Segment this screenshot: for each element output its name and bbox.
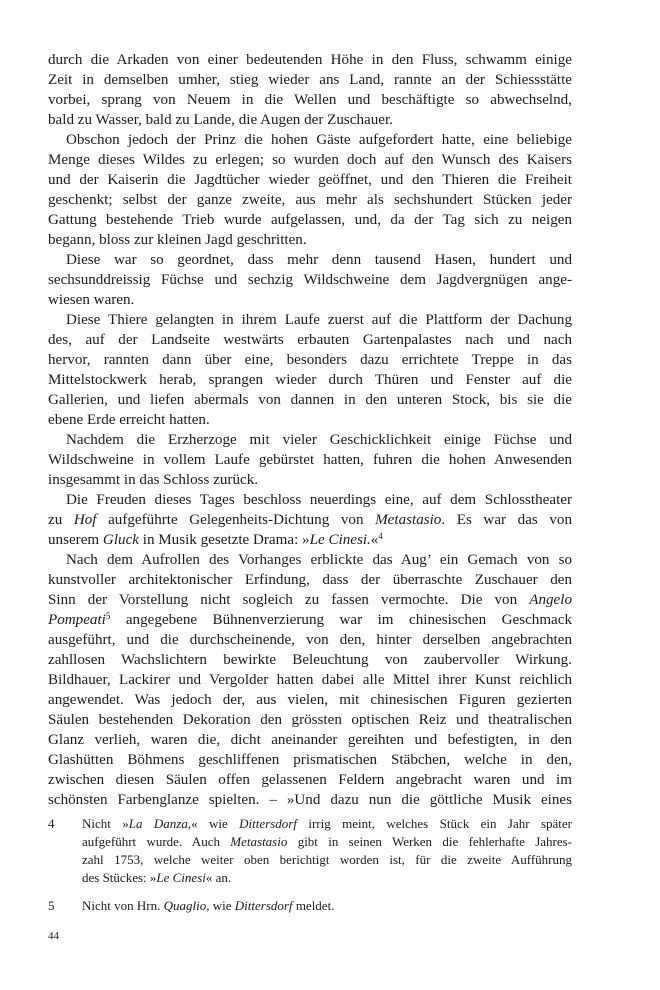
footnote-line — [82, 815, 572, 833]
text-line: Zeit in demselben umher, stieg wieder ans Land, rannte an der Schiessstätte — [48, 72, 572, 88]
text-line: Diese war so geordnet, dass mehr denn tausend Hasen, hundert und — [66, 252, 572, 268]
text-line: Obschon jedoch der Prinz die hohen Gäste aufgefordert hatte, eine beliebige — [66, 132, 572, 148]
text-line: Mittelstockwerk herab, sprangen wieder durch Thüren und Fenster auf die — [48, 372, 572, 388]
main-text — [48, 50, 572, 810]
text-line: zahllosen Wachslichtern bewirkte Beleuchtung von zaubervoller Wirkung. — [48, 652, 572, 668]
text-line: Diese Thiere gelangten in ihrem Laufe zuerst auf die Plattform der Dachung — [66, 312, 572, 328]
text-line: ausgeführt, und die durchscheinende, von den, hinter derselben angebrachten — [48, 632, 572, 648]
text-line: wiesen waren. — [48, 292, 135, 308]
footnote-ref-5[interactable]: 5 — [105, 611, 111, 621]
text-line: Menge dieses Wildes zu erlegen; so wurden doch auf den Wunsch des Kaisers — [48, 152, 572, 168]
text-fragment: wie — [212, 898, 232, 913]
text-fragment: Le Cinesi — [156, 870, 206, 885]
text-line — [48, 610, 572, 630]
text-line: Gattung bestehende Trieb wurde aufgelassen, und, da der Tag sich zu neigen — [48, 212, 572, 228]
text-line: Gallerien, und liefen abermals von dannen in den unteren Stock, bis sie die — [48, 392, 572, 408]
text-fragment: unserem — [48, 532, 100, 548]
footnote-line: zahl 1753, welche weiter oben berichtigt worden ist, für die zweite Aufführung — [82, 852, 572, 867]
text-line: bald zu Wasser, bald zu Lande, die Augen der Zuschauer. — [48, 112, 393, 128]
text-fragment: « — [370, 532, 379, 548]
text-line: Glashütten Böhmens geschliffenen prismatischen Stäbchen, welche in den, — [48, 752, 572, 768]
text-line: schönsten Farbenglanze spielten. – »Und dazu nun die göttliche Musik eines — [48, 792, 572, 808]
text-fragment: in Musik gesetzte Drama: » — [142, 532, 310, 548]
text-line — [48, 590, 572, 610]
footnote-4 — [48, 815, 572, 887]
text-fragment: Angelo — [529, 592, 572, 608]
text-fragment: La Danza, — [128, 816, 192, 831]
text-line: kunstvoller architektonischer Erfindung, dass der überraschte Zuschauer den — [48, 572, 572, 588]
text-fragment: angegebene Bühnenverzierung war im chinesischen Geschmack — [125, 612, 573, 628]
text-fragment: Quaglio, — [163, 898, 210, 913]
text-fragment: « wie — [191, 816, 228, 831]
text-line: Nach dem Aufrollen des Vorhanges erblickte das Aug’ ein Gemach von so — [66, 552, 572, 568]
text-fragment: Hof — [73, 512, 97, 528]
text-fragment: Pompeati — [48, 612, 106, 628]
text-fragment: Metastasio — [230, 834, 288, 849]
text-line: insgesammt in das Schloss zurück. — [48, 472, 259, 488]
text-fragment: Nicht von Hrn. — [82, 898, 161, 913]
footnote-line — [82, 869, 572, 887]
text-fragment: . Es war das von — [441, 512, 572, 528]
text-line: des, auf der Landseite westwärts erbauten Gartenpalastes nach und nach — [48, 332, 572, 348]
footnote-ref-4[interactable]: 4 — [378, 531, 383, 541]
text-fragment: zu — [48, 512, 63, 528]
text-fragment: aufgeführte Gelegenheits-Dichtung von — [108, 512, 364, 528]
footnote-line — [82, 897, 572, 915]
text-line: angewendet. Was jedoch der, aus vielen, mit chinesischen Figuren gezierten — [48, 692, 572, 708]
text-fragment: Dittersdorf — [234, 898, 293, 913]
text-fragment: Nicht » — [82, 816, 129, 831]
text-line — [48, 510, 572, 530]
footnote-number: 4 — [48, 816, 55, 831]
text-line: begann, bloss zur kleinen Jagd geschritten. — [48, 232, 307, 248]
text-fragment: Metastasio — [375, 512, 442, 528]
footnote-line — [82, 833, 572, 851]
text-fragment: Sinn der Vorstellung nicht sogleich zu fassen vermochte. Die von — [48, 592, 518, 608]
text-line: Bildhauer, Lackirer und Vergolder hatten dabei alle Mittel ihrer Kunst reichlich — [48, 672, 572, 688]
text-line — [48, 530, 572, 550]
text-fragment: Dittersdorf — [239, 816, 297, 831]
text-fragment: irrig meint, welches Stück ein Jahr später — [308, 816, 572, 831]
text-line: und der Kaiserin die Jagdtücher wieder geöffnet, und den Thieren die Freiheit — [48, 172, 572, 188]
footnote-number: 5 — [48, 898, 55, 913]
text-fragment: meldet. — [295, 898, 335, 913]
text-line: hervor, rannten dann über eine, besonders dazu errichtete Treppe in das — [48, 352, 572, 368]
text-line: Wildschweine in vollem Laufe gebürstet hatten, fuhren die hohen Anwesenden — [48, 452, 572, 468]
text-line: ebene Erde erreicht hatten. — [48, 412, 210, 428]
text-fragment: des Stückes: » — [82, 870, 157, 885]
text-fragment: « an. — [205, 870, 232, 885]
text-line: sechsunddreissig Füchse und sechzig Wildschweine dem Jagdvergnügen ange- — [48, 272, 572, 288]
text-fragment: gibt in seinen Werken die fehlerhafte Jahres- — [297, 834, 573, 849]
text-line: vorbei, sprang von Neuem in die Wellen und beschäftigte so abwechselnd, — [48, 92, 572, 108]
text-line: Glanz verlieh, waren die, dicht aneinander gereihten und befestigten, in den — [48, 732, 572, 748]
text-line: Die Freuden dieses Tages beschloss neuerdings eine, auf dem Schlosstheater — [66, 492, 572, 508]
text-fragment: Gluck — [102, 532, 139, 548]
text-line: geschenkt; selbst der ganze zweite, aus mehr als sechshundert Stücken jeder — [48, 192, 572, 208]
footnotes — [48, 815, 572, 925]
text-line: Säulen bestehenden Dekoration den grössten optischen Reiz und theatralischen — [48, 712, 572, 728]
text-fragment: Le Cinesi. — [309, 532, 371, 548]
footnote-5 — [48, 897, 572, 915]
text-fragment: aufgeführt wurde. Auch — [82, 834, 220, 849]
page-number: 44 — [48, 930, 59, 942]
text-line: zwischen diesen Säulen offen gelassenen Feldern angebracht waren und im — [48, 772, 572, 788]
text-line: durch die Arkaden von einer bedeutenden Höhe in den Fluss, schwamm einige — [48, 52, 572, 68]
text-line: Nachdem die Erzherzoge mit vieler Geschicklichkeit einige Füchse und — [66, 432, 572, 448]
